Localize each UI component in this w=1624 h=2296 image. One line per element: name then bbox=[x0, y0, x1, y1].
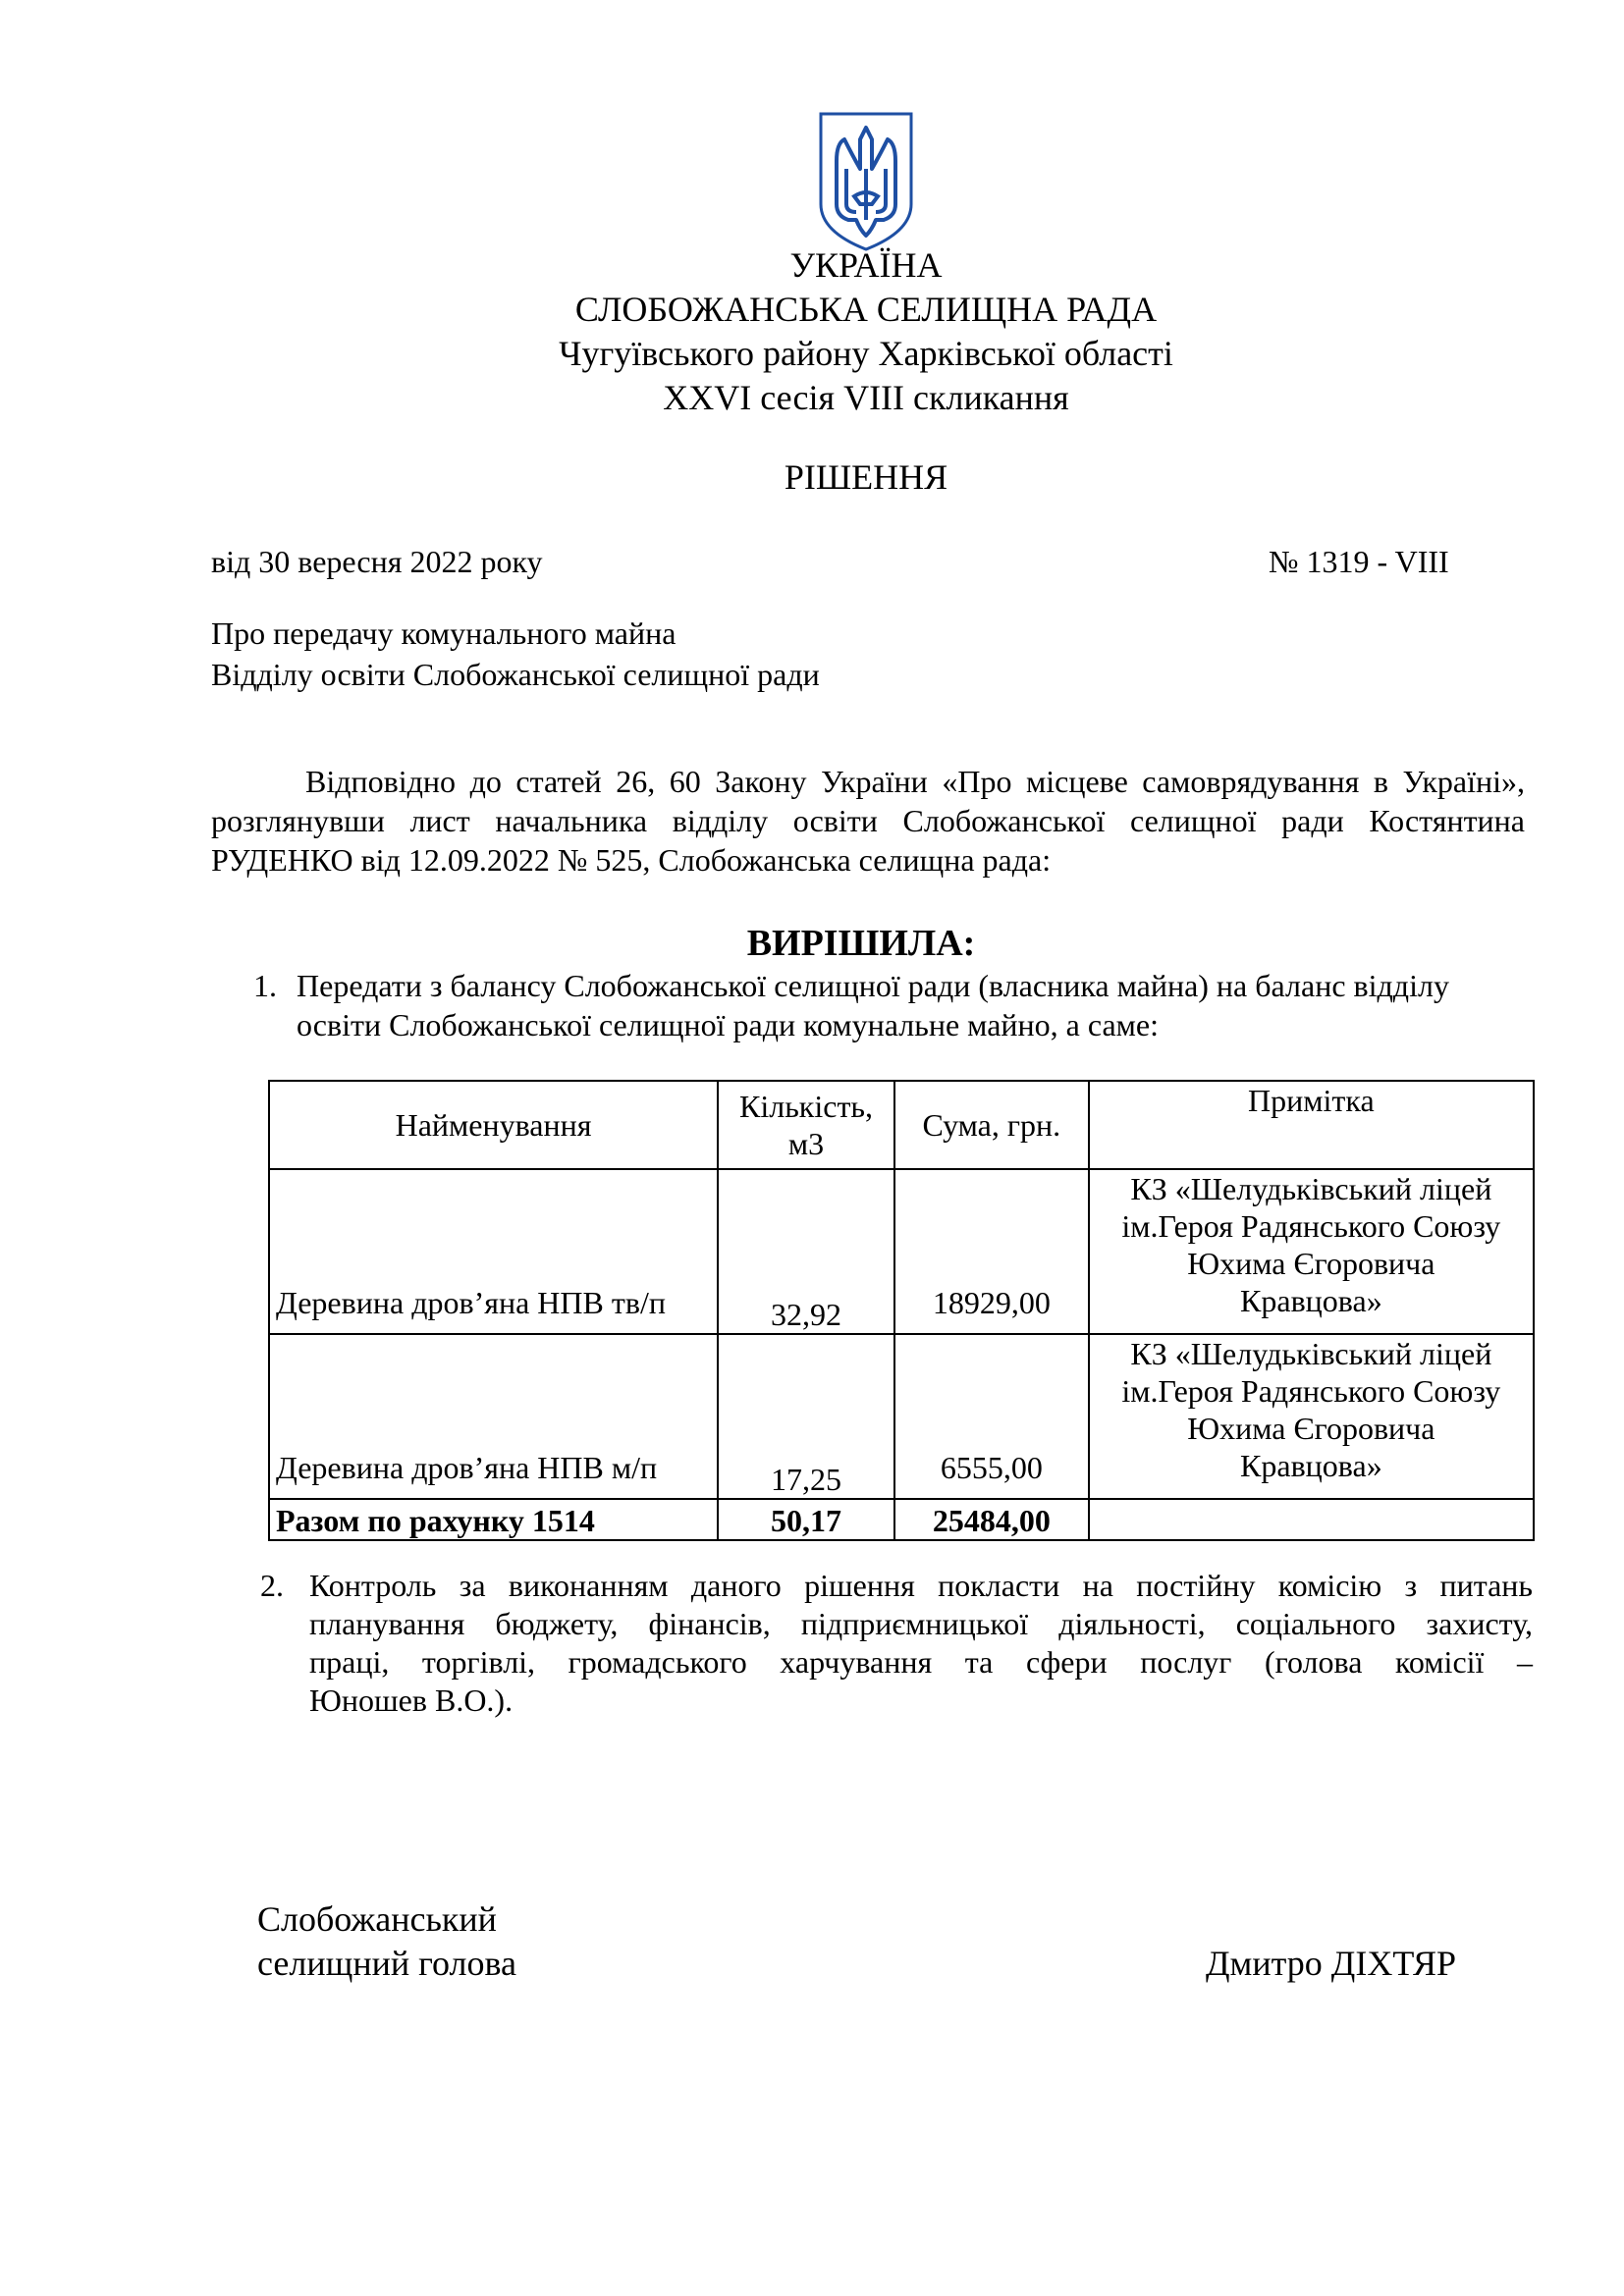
table-row bbox=[269, 1334, 1534, 1499]
total-note bbox=[1089, 1499, 1534, 1540]
total-quantity: 50,17 bbox=[718, 1499, 894, 1540]
total-sum: 25484,00 bbox=[894, 1499, 1089, 1540]
total-name: Разом по рахунку 1514 bbox=[269, 1499, 718, 1540]
preamble-line-3: РУДЕНКО від 12.09.2022 № 525, Слобожанська селищна рада: bbox=[211, 842, 1052, 878]
item-1-line-2: освіти Слобожанської селищної ради комунальне майно, а саме: bbox=[297, 1007, 1159, 1042]
row-quantity: 32,92 bbox=[718, 1169, 894, 1334]
row-note-line-4: Кравцова» bbox=[1240, 1283, 1382, 1318]
signatory-name: Дмитро ДІХТЯР bbox=[1206, 1944, 1456, 1983]
row-note-line-2: ім.Героя Радянського Союзу bbox=[1121, 1373, 1501, 1409]
row-note-line-3: Юхима Єгоровича bbox=[1187, 1411, 1435, 1446]
decision-subject bbox=[211, 613, 820, 695]
item-2-line-1: Контроль за виконанням даного рішення покласти на постійну комісію з питань bbox=[309, 1568, 1533, 1603]
header-note: Примітка bbox=[1089, 1081, 1534, 1169]
row-sum: 18929,00 bbox=[894, 1169, 1089, 1334]
header-quantity-line-2: м3 bbox=[787, 1126, 825, 1161]
row-note bbox=[1089, 1334, 1534, 1499]
table-header-row bbox=[269, 1081, 1534, 1169]
subject-line-2: Відділу освіти Слобожанської селищної ради bbox=[211, 657, 820, 692]
row-sum: 6555,00 bbox=[894, 1334, 1089, 1499]
preamble-line-1: Відповідно до статей 26, 60 Закону України «Про місцеве самоврядування в Україні», bbox=[305, 764, 1525, 799]
header-session: XXVI сесія VIII скликання bbox=[663, 378, 1069, 417]
header-quantity-line-1: Кількість, bbox=[739, 1089, 874, 1124]
header-council: СЛОБОЖАНСЬКА СЕЛИЩНА РАДА bbox=[574, 290, 1158, 329]
header-name: Найменування bbox=[269, 1081, 718, 1169]
decision-date: від 30 вересня 2022 року bbox=[211, 544, 543, 579]
item-2-number: 2. bbox=[260, 1568, 284, 1603]
item-2-line-2: планування бюджету, фінансів, підприємницької діяльності, соціального захисту, bbox=[309, 1606, 1533, 1641]
signature-title-line-2: селищний голова bbox=[257, 1944, 517, 1983]
item-1-number: 1. bbox=[253, 968, 277, 1003]
row-note-line-3: Юхима Єгоровича bbox=[1187, 1246, 1435, 1281]
row-note-line-2: ім.Героя Радянського Союзу bbox=[1121, 1208, 1501, 1244]
header-sum: Сума, грн. bbox=[894, 1081, 1089, 1169]
table-total-row bbox=[269, 1499, 1534, 1540]
row-note bbox=[1089, 1169, 1534, 1334]
table-row bbox=[269, 1169, 1534, 1334]
item-2-line-3: праці, торгівлі, громадського харчування та сфери послуг (голова комісії – bbox=[309, 1644, 1533, 1680]
item-2-line-4: Юношев В.О.). bbox=[309, 1682, 514, 1718]
header-quantity bbox=[718, 1081, 894, 1169]
row-note-line-4: Кравцова» bbox=[1240, 1448, 1382, 1483]
item-1-line-1: Передати з балансу Слобожанської селищної ради (власника майна) на баланс відділу bbox=[297, 968, 1449, 1003]
decided-heading: ВИРІШИЛА: bbox=[746, 923, 976, 964]
row-quantity: 17,25 bbox=[718, 1334, 894, 1499]
property-table bbox=[268, 1080, 1535, 1541]
header-district: Чугуївського району Харківської області bbox=[559, 334, 1173, 373]
signature-title-line-1: Слобожанський bbox=[257, 1899, 497, 1939]
row-name: Деревина дров’яна НПВ м/п bbox=[269, 1334, 718, 1499]
row-note-line-1: КЗ «Шелудьківський ліцей bbox=[1130, 1171, 1492, 1206]
preamble-line-2: розглянувши лист начальника відділу освіти Слобожанської селищної ради Костянтина bbox=[211, 803, 1525, 838]
decision-number: № 1319 - VIII bbox=[1269, 544, 1449, 579]
row-name: Деревина дров’яна НПВ тв/п bbox=[269, 1169, 718, 1334]
signature-title bbox=[257, 1897, 516, 1986]
ukraine-coat-of-arms-icon bbox=[817, 110, 915, 253]
preamble bbox=[211, 762, 1525, 880]
header-country: УКРАЇНА bbox=[789, 245, 943, 285]
document-type: РІШЕННЯ bbox=[784, 457, 948, 497]
row-note-line-1: КЗ «Шелудьківський ліцей bbox=[1130, 1336, 1492, 1371]
subject-line-1: Про передачу комунального майна bbox=[211, 615, 677, 651]
